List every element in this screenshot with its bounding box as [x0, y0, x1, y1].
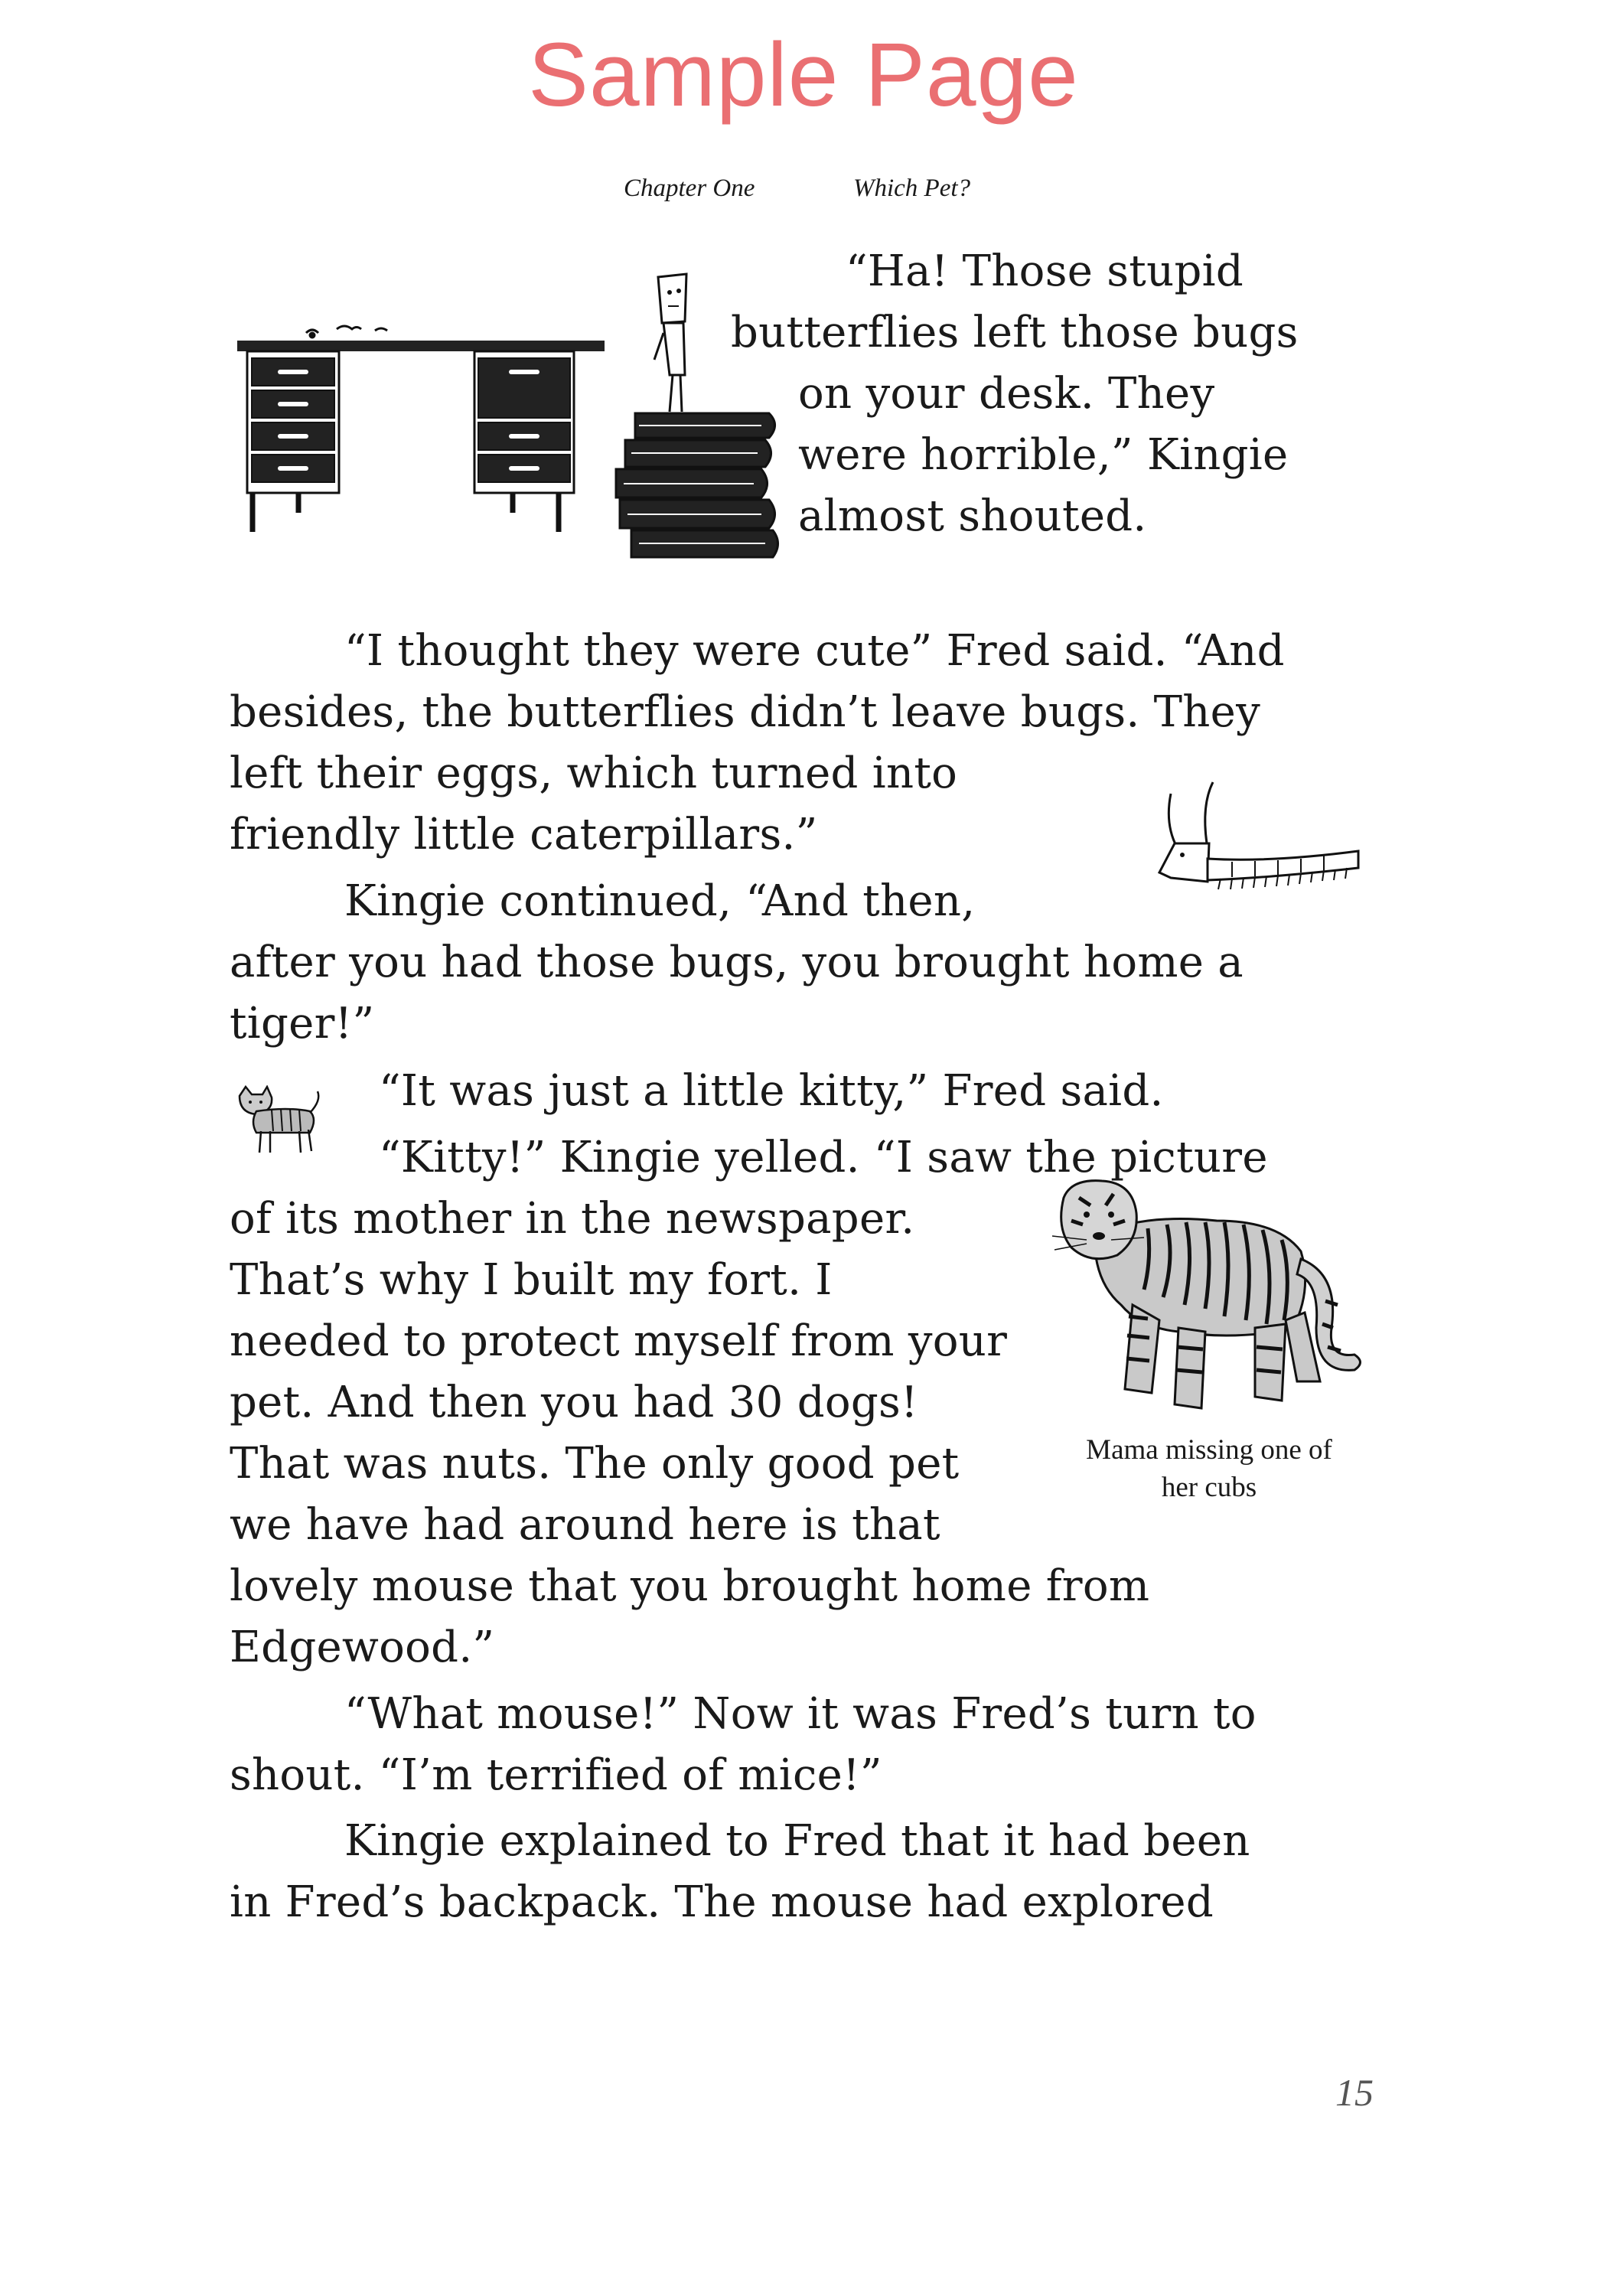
- text-line: besides, the butterflies didn’t leave bugs. They: [230, 687, 1261, 737]
- text-line: Edgewood.”: [230, 1623, 495, 1672]
- tiger-caption: [1048, 1431, 1370, 1506]
- text-line: tiger!”: [230, 999, 375, 1049]
- text-line: left their eggs, which turned into: [230, 748, 958, 798]
- text-line: on your desk. They: [798, 369, 1215, 419]
- text-line: in Fred’s backpack. The mouse had explored: [230, 1877, 1214, 1927]
- text-line: “Ha! Those stupid: [846, 246, 1244, 296]
- tiger-illustration: [1048, 1175, 1370, 1439]
- text-line: “What mouse!” Now it was Fred’s turn to: [344, 1689, 1257, 1739]
- text-line: “I thought they were cute” Fred said. “And: [344, 626, 1285, 676]
- text-line: “Kitty!” Kingie yelled. “I saw the picture: [379, 1133, 1268, 1182]
- text-line: almost shouted.: [798, 491, 1147, 541]
- caterpillar-illustration: [1156, 775, 1370, 912]
- text-line: after you had those bugs, you brought home a: [230, 938, 1244, 987]
- page-number: 15: [1335, 2071, 1374, 2114]
- text-line: of its mother in the newspaper.: [230, 1194, 915, 1244]
- text-line: That was nuts. The only good pet: [230, 1439, 960, 1489]
- text-line: butterflies left those bugs: [731, 308, 1299, 357]
- desk-books-illustration: [233, 268, 784, 563]
- text-line: needed to protect myself from your: [230, 1316, 1008, 1366]
- text-line: Kingie explained to Fred that it had been: [344, 1816, 1250, 1866]
- chapter-label: Chapter One: [624, 174, 755, 202]
- text-line: friendly little caterpillars.”: [230, 810, 818, 859]
- text-line: we have had around here is that: [230, 1500, 940, 1550]
- text-line: pet. And then you had 30 dogs!: [230, 1378, 918, 1427]
- text-line: “It was just a little kitty,” Fred said.: [379, 1066, 1164, 1116]
- text-line: lovely mouse that you brought home from: [230, 1561, 1150, 1611]
- text-line: were horrible,” Kingie: [798, 430, 1289, 480]
- text-line: Kingie continued, “And then,: [344, 876, 976, 926]
- chapter-title: Which Pet?: [853, 174, 971, 202]
- kitten-illustration: [233, 1085, 325, 1158]
- tiger-caption-line: her cubs: [1161, 1472, 1257, 1503]
- text-line: That’s why I built my fort. I: [230, 1255, 833, 1305]
- sample-page-watermark: Sample Page: [528, 24, 1079, 126]
- tiger-caption-line: Mama missing one of: [1086, 1434, 1332, 1466]
- text-line: shout. “I’m terrified of mice!”: [230, 1750, 882, 1800]
